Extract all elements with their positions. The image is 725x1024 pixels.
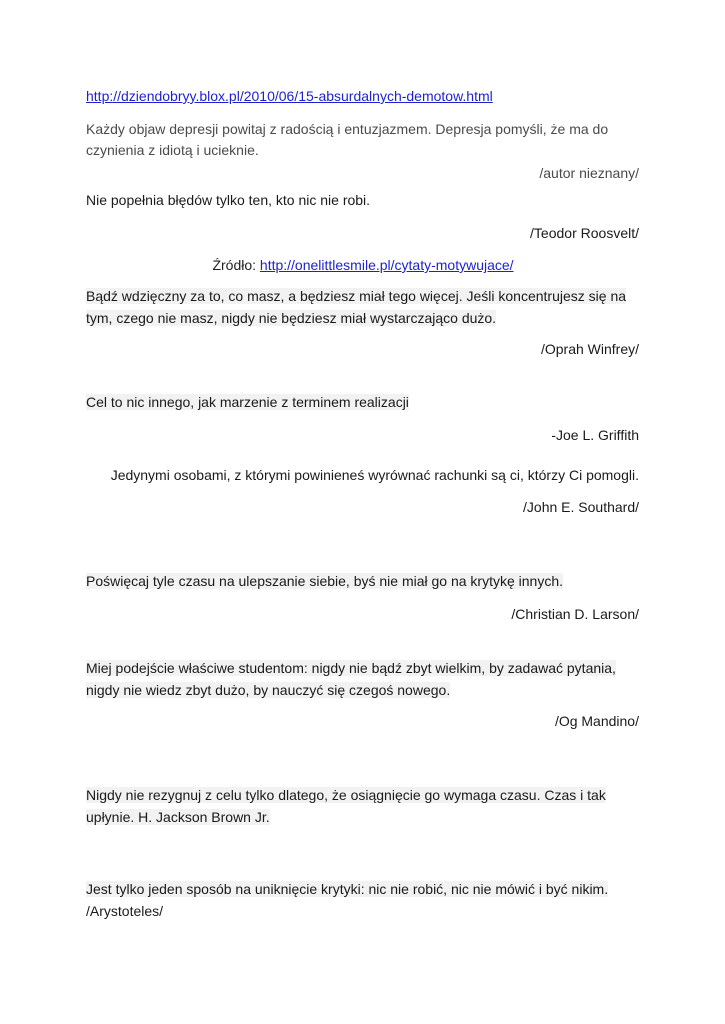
quote-8-highlight: Nigdy nie rezygnuj z celu tylko dlatego, że osiągnięcie go wymaga czasu. Czas i tak upłynie. H. Jackson Brown Jr. (86, 787, 606, 825)
quote-4-text (86, 392, 640, 413)
quote-1-author: /autor nieznany/ (539, 165, 639, 181)
quote-9-text (86, 878, 640, 922)
quote-7-highlight: Miej podejście właściwe studentom: nigdy nie bądź zbyt wielkim, by zadawać pytania, nigdy nie wiedz zbyt dużo, by nauczyć się czegoś nowego. (86, 660, 616, 698)
quote-6-text (86, 571, 640, 592)
quote-5-text: Jedynymi osobami, z którymi powinieneś wyrównać rachunki są ci, którzy Ci pomogli. (110, 467, 639, 483)
source-line (86, 255, 640, 276)
quote-6-highlight: Poświęcaj tyle czasu na ulepszanie siebie, byś nie miał go na krytykę innych. (86, 573, 564, 589)
quote-4-highlight: Cel to nic innego, jak marzenie z terminem realizacji (86, 394, 409, 410)
quote-3-highlight: Bądź wdzięczny za to, co masz, a będziesz miał tego więcej. Jeśli koncentrujesz się na tym, czego nie masz, nigdy nie będziesz miał wystarczająco dużo. (86, 288, 627, 326)
quote-2-text: Nie popełnia błędów tylko ten, kto nic nie robi. (86, 192, 371, 208)
quote-5-author: /John E. Southard/ (523, 499, 639, 515)
quote-8-text (86, 784, 640, 828)
link-onelittlesmile[interactable]: http://onelittlesmile.pl/cytaty-motywujace/ (259, 257, 514, 273)
source-link-line (86, 86, 640, 107)
quote-6-author: /Christian D. Larson/ (511, 606, 639, 622)
source-label: Źródło: (212, 257, 257, 273)
quote-9-highlight: Jest tylko jeden sposób na uniknięcie krytyki: nic nie robić, nic nie mówić i być nikim. (86, 881, 609, 897)
quote-2-author: /Teodor Roosvelt/ (530, 225, 639, 241)
quote-7-text (86, 657, 640, 701)
quote-3-text (86, 285, 640, 329)
link-dziendobryy[interactable]: http://dziendobryy.blox.pl/2010/06/15-absurdalnych-demotow.html (86, 88, 493, 104)
quote-7-author: /Og Mandino/ (554, 713, 639, 729)
quote-9-author: /Arystoteles/ (86, 903, 164, 919)
quote-1-text: Każdy objaw depresji powitaj z radością i entuzjazmem. Depresja pomyśli, że ma do czynienia z idiotą i ucieknie. (86, 121, 609, 158)
quote-3-author: /Oprah Winfrey/ (540, 341, 639, 357)
quote-4-author: -Joe L. Griffith (551, 427, 639, 443)
